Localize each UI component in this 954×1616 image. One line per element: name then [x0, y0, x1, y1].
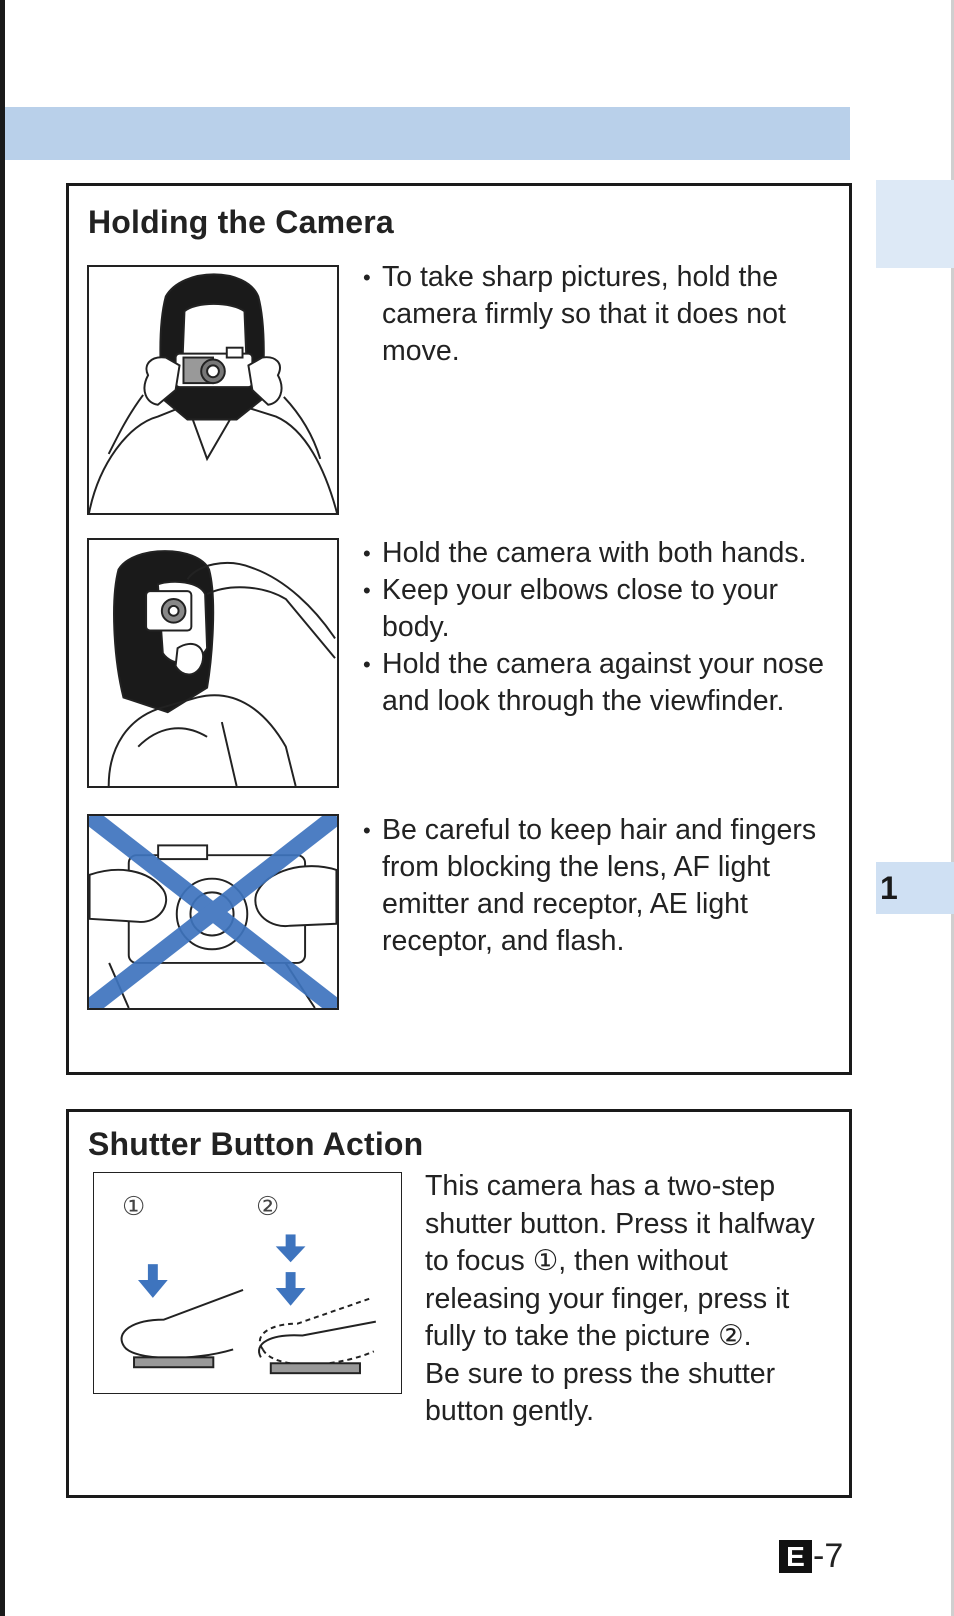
page-number-text: -7: [813, 1537, 844, 1575]
holding-bullets-b: [363, 535, 833, 720]
step-2-label: ②: [256, 1191, 280, 1221]
page-left-edge: [0, 0, 5, 1616]
shutter-paragraph-1: This camera has a two-step shutter button. Press it halfway to focus ①, then without releasing your finger, press it fully to take the picture ②.: [425, 1170, 815, 1352]
section-title: Shutter Button Action: [88, 1126, 424, 1162]
holding-elbows-illustration: [87, 538, 339, 788]
shutter-paragraph-2: Be sure to press the shutter button gently.: [425, 1357, 776, 1427]
bullet-item: • Be careful to keep hair and fingers from blocking the lens, AF light emitter and receptor, AE light receptor, and flash.: [363, 812, 833, 960]
section-letter-badge: E: [779, 1540, 812, 1573]
page-number: [779, 1537, 843, 1576]
step-1-label: ①: [122, 1191, 146, 1221]
bullet-item: • Hold the camera with both hands.: [363, 535, 833, 572]
section-title: Holding the Camera: [88, 204, 394, 240]
holding-front-illustration: [87, 265, 339, 515]
holding-camera-section: [66, 183, 852, 1075]
bullet-item: • Hold the camera against your nose and look through the viewfinder.: [363, 646, 833, 720]
shutter-description: [425, 1168, 845, 1431]
shutter-button-section: [66, 1109, 852, 1498]
blocking-lens-warning-illustration: [87, 814, 339, 1010]
side-tab-blank: [876, 180, 954, 268]
chapter-tab: 1: [876, 862, 954, 914]
shutter-steps-illustration: [93, 1172, 402, 1394]
bullet-item: • Keep your elbows close to your body.: [363, 572, 833, 646]
holding-bullets-a: [363, 259, 833, 370]
bullet-item: • To take sharp pictures, hold the camera firmly so that it does not move.: [363, 259, 833, 370]
header-band: [5, 107, 850, 160]
holding-bullets-c: [363, 812, 833, 960]
